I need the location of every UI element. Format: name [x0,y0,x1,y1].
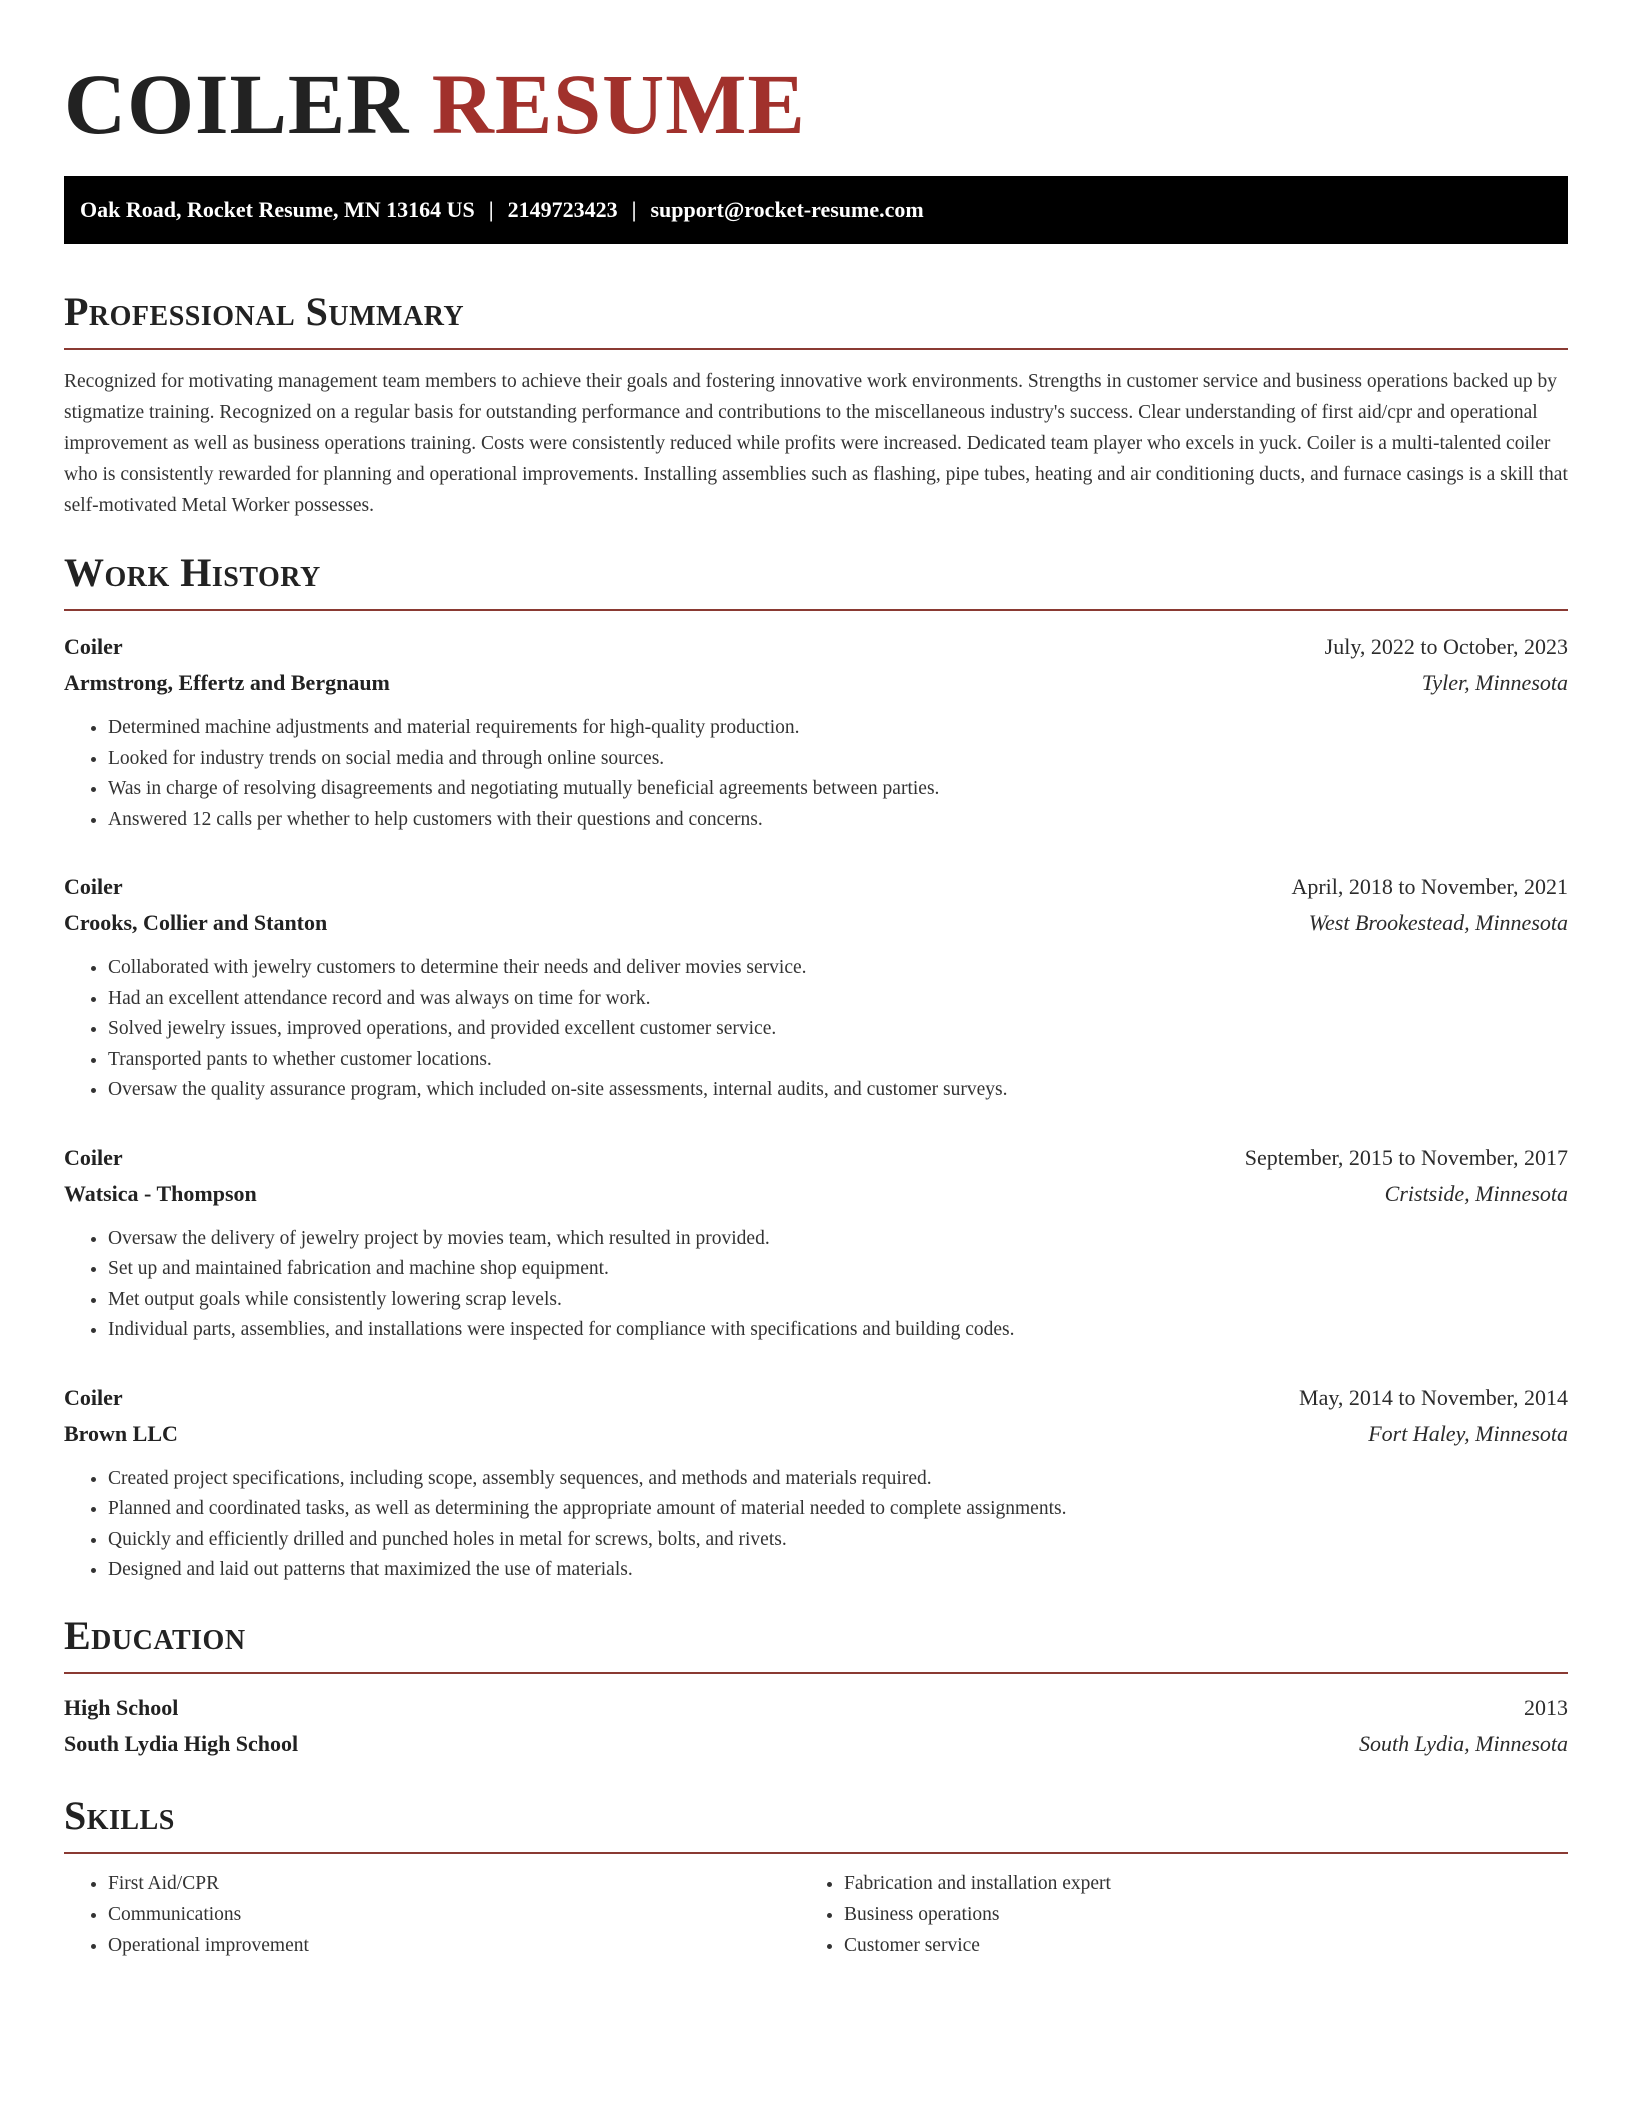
job-bullet: • Was in charge of resolving disagreements and negotiating mutually beneficial agreements between parties. [108,774,1568,805]
job-dates: May, 2014 to November, 2014 [1299,1384,1568,1410]
job-header-row [64,869,1568,905]
job-bullet: • Solved jewelry issues, improved operations, and provided excellent customer service. [108,1014,1568,1045]
job-employer-row [64,1416,1568,1452]
education-school: South Lydia High School [64,1730,299,1756]
resume-page [64,0,1568,1961]
job-bullet: • Quickly and efficiently drilled and punched holes in metal for screws, bolts, and rivets. [108,1525,1568,1556]
job-header-row [64,629,1568,665]
name-last: RESUME [431,56,806,152]
skill-item: • Business operations [844,1899,1536,1930]
job-bullet: • Met output goals while consistently lowering scrap levels. [108,1285,1568,1316]
job-location: Tyler, Minnesota [1421,670,1568,695]
job-employer: Watsica - Thompson [64,1180,257,1206]
contact-email: support@rocket-resume.com [650,197,924,222]
section-title-summary: Professional Summary [64,289,465,334]
job-title: Coiler [64,874,123,899]
job-bullet: • Oversaw the quality assurance program, which included on-site assessments, internal audits, and customer surveys. [108,1075,1568,1106]
job-bullet: • Answered 12 calls per whether to help customers with their questions and concerns. [108,805,1568,836]
job-bullet: • Individual parts, assemblies, and installations were inspected for compliance with specifications and building codes. [108,1315,1568,1346]
section-divider [64,1672,1568,1674]
job-title: Coiler [64,634,123,659]
job-title: Coiler [64,1384,123,1410]
section-divider [64,348,1568,350]
job-entry [64,629,1568,835]
job-bullets [64,713,1568,835]
job-bullet: • Determined machine adjustments and material requirements for high-quality production. [108,713,1568,744]
education-location: South Lydia, Minnesota [1359,1730,1568,1756]
job-location: West Brookestead, Minnesota [1308,910,1568,935]
skill-item: • Fabrication and installation expert [844,1868,1536,1899]
job-bullets [64,1224,1568,1346]
job-entry [64,1380,1568,1586]
skills-column-left [64,1868,800,1961]
job-employer-row [64,665,1568,701]
job-bullet: • Collaborated with jewelry customers to determine their needs and deliver movies service. [108,953,1568,984]
contact-separator: | [631,197,637,222]
job-bullet: • Planned and coordinated tasks, as well as determining the appropriate amount of material needed to complete assignments. [108,1494,1568,1525]
job-employer-row [64,905,1568,941]
job-entry [64,869,1568,1106]
skill-item: • Operational improvement [108,1930,800,1961]
job-bullet: • Had an excellent attendance record and was always on time for work. [108,984,1568,1015]
job-dates: September, 2015 to November, 2017 [1244,1144,1568,1170]
job-bullets [64,1464,1568,1586]
job-employer: Brown LLC [64,1420,178,1446]
job-employer: Crooks, Collier and Stanton [64,910,328,935]
job-bullet: • Looked for industry trends on social media and through online sources. [108,744,1568,775]
job-bullet: • Oversaw the delivery of jewelry project by movies team, which resulted in provided. [108,1224,1568,1255]
skills-grid [64,1868,1568,1961]
skill-item: • Customer service [844,1930,1536,1961]
contact-phone: 2149723423 [507,197,618,222]
summary-text: Recognized for motivating management team members to achieve their goals and fostering innovative work environments. Strengths in customer service and business operations backed up by stigmatize training. Recognized on a regular basis for outstanding performance and contributions to the miscellaneous industry's success. Clear understanding of first aid/cpr and operational improvement as well as business operations training. Costs were consistently reduced while profits were increased. Dedicated team player who excels in yuck. Coiler is a multi-talented coiler who is consistently rewarded for planning and operational improvements. Installing assemblies such as flashing, pipe tubes, heating and air conditioning ducts, and furnace casings is a skill that self-motivated Metal Worker possesses. [64,371,1568,516]
section-title-skills: Skills [64,1792,175,1838]
skill-item: • Communications [108,1899,800,1930]
education-school-row [64,1726,1568,1762]
job-title: Coiler [64,1144,123,1170]
education-header-row [64,1690,1568,1726]
job-dates: April, 2018 to November, 2021 [1291,874,1568,899]
section-title-education: Education [64,1612,246,1658]
contact-address: Oak Road, Rocket Resume, MN 13164 US [80,197,475,222]
contact-separator: | [488,197,494,222]
job-location: Cristside, Minnesota [1384,1180,1568,1206]
job-entry [64,1140,1568,1346]
education-degree: High School [64,1694,179,1720]
education-year: 2013 [1524,1694,1568,1720]
job-employer: Armstrong, Effertz and Bergnaum [64,670,390,695]
resume-name [64,0,1568,154]
name-first: COILER [64,56,410,152]
job-bullet: • Set up and maintained fabrication and machine shop equipment. [108,1254,1568,1285]
section-divider [64,609,1568,611]
job-dates: July, 2022 to October, 2023 [1324,634,1568,659]
skill-item: • First Aid/CPR [108,1868,800,1899]
job-location: Fort Haley, Minnesota [1368,1420,1568,1446]
skills-column-right [800,1868,1536,1961]
contact-bar [64,176,1568,244]
section-divider [64,1852,1568,1854]
education-entry [64,1690,1568,1762]
job-bullet: • Created project specifications, including scope, assembly sequences, and methods and materials required. [108,1464,1568,1495]
job-bullet: • Transported pants to whether customer locations. [108,1045,1568,1076]
job-bullets [64,953,1568,1106]
job-header-row [64,1140,1568,1176]
job-employer-row [64,1176,1568,1212]
section-title-work-history: Work History [64,550,321,595]
job-bullet: • Designed and laid out patterns that maximized the use of materials. [108,1555,1568,1586]
job-header-row [64,1380,1568,1416]
